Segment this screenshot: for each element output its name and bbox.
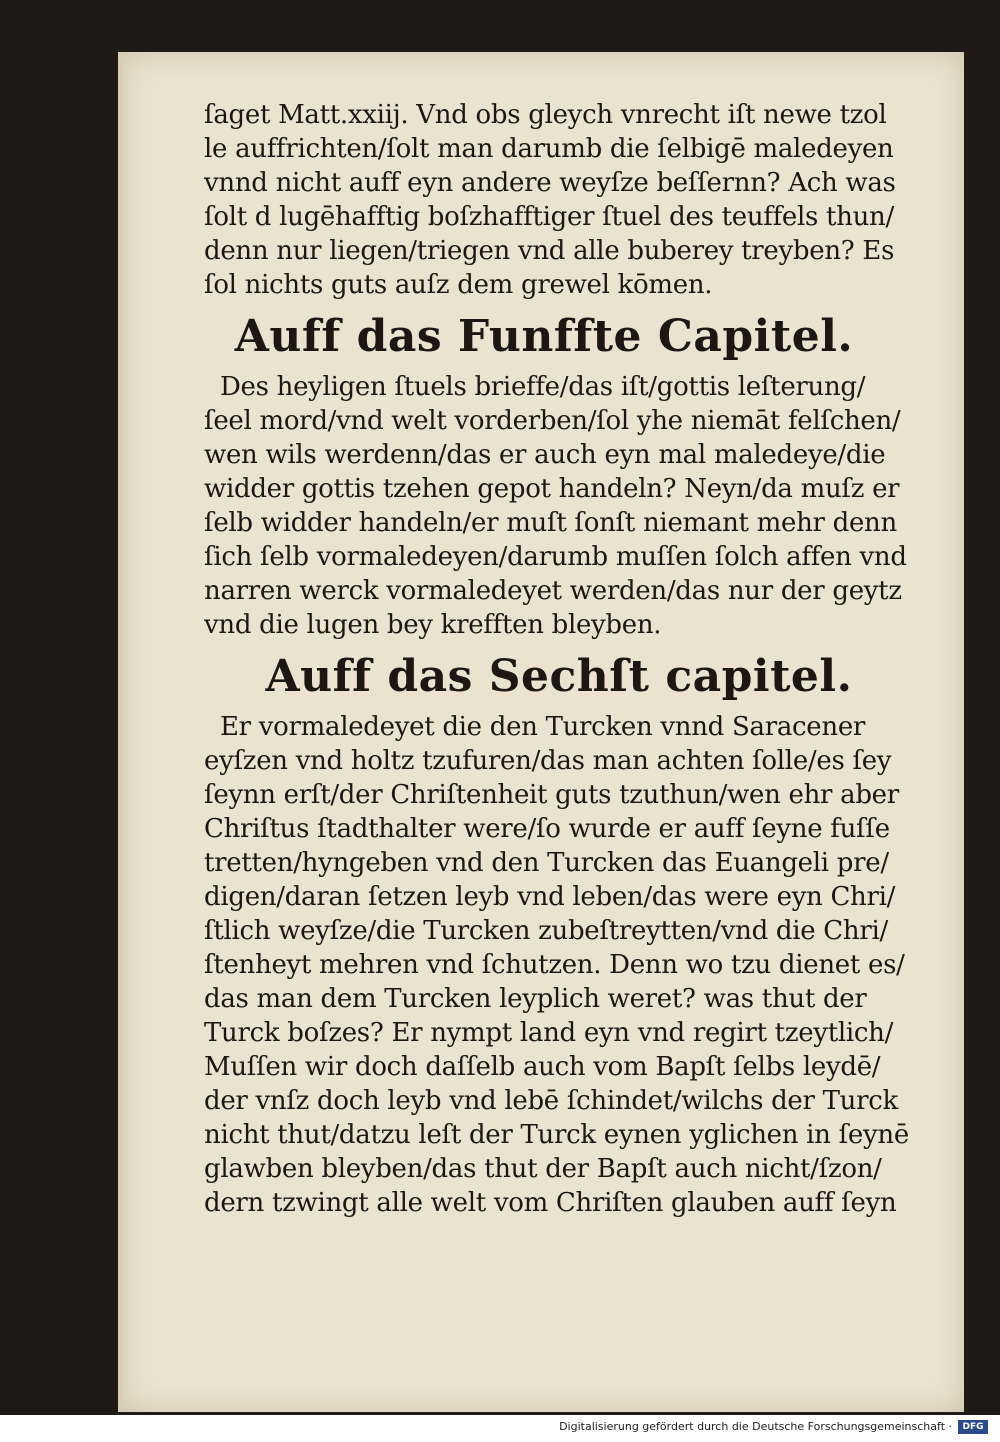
text-block bbox=[204, 98, 924, 1220]
text-line: vnd die lugen bey krefften bleyben. bbox=[204, 610, 662, 640]
document-page bbox=[118, 52, 964, 1412]
text-line: Chriſtus ſtadthalter were/ſo wurde er auff ſeyne fuſſe bbox=[204, 814, 890, 844]
paragraph-3 bbox=[204, 710, 924, 1220]
text-line: ſtlich weyſze/die Turcken zubeſtreytten/vnd die Chri/ bbox=[204, 916, 888, 946]
funding-credit: Digitalisierung gefördert durch die Deutsche Forschungsgemeinschaft · bbox=[559, 1420, 952, 1433]
text-line: Er vormaledeyet die den Turcken vnnd Saracener bbox=[220, 712, 866, 742]
text-line: nicht thut/datzu leſt der Turck eynen yglichen in ſeynē bbox=[204, 1120, 909, 1150]
text-line: denn nur liegen/triegen vnd alle buberey treyben? Es bbox=[204, 236, 895, 266]
paragraph-2 bbox=[204, 370, 924, 642]
text-line: ſaget Matt.xxiij. Vnd obs gleych vnrecht iſt newe tzol bbox=[204, 100, 887, 130]
text-line: Des heyligen ſtuels brieffe/das iſt/gottis leſterung/ bbox=[220, 372, 866, 402]
chapter-heading-5: Auff das Funffte Capitel. bbox=[234, 311, 854, 362]
text-line: eyſzen vnd holtz tzufuren/das man achten ſolle/es ſey bbox=[204, 746, 892, 776]
text-line: glawben bleyben/das thut der Bapſt auch nicht/ſzon/ bbox=[204, 1154, 882, 1184]
text-line: ſelb widder handeln/er muſt ſonſt niemant mehr denn bbox=[204, 508, 897, 538]
paragraph-1 bbox=[204, 98, 924, 302]
text-line: der vnſz doch leyb vnd lebē ſchindet/wilchs der Turck bbox=[204, 1086, 898, 1116]
text-line: narren werck vormaledeyet werden/das nur der geytz bbox=[204, 576, 902, 606]
text-line: ſeynn erſt/der Chriſtenheit guts tzuthun/wen ehr aber bbox=[204, 780, 899, 810]
text-line: ſeel mord/vnd welt vorderben/ſol yhe niemāt felſchen/ bbox=[204, 406, 901, 436]
text-line: wen wils werdenn/das er auch eyn mal maledeye/die bbox=[204, 440, 886, 470]
text-line: ſtenheyt mehren vnd ſchutzen. Denn wo tzu dienet es/ bbox=[204, 950, 905, 980]
text-line: Muſſen wir doch daſſelb auch vom Bapſt ſelbs leydē/ bbox=[204, 1052, 881, 1082]
chapter-heading-6: Auff das Sechſt capitel. bbox=[265, 651, 853, 702]
text-line: ſich ſelb vormaledeyen/darumb muſſen ſolch affen vnd bbox=[204, 542, 907, 572]
text-line: vnnd nicht auff eyn andere weyſze beſſernn? Ach was bbox=[204, 168, 896, 198]
text-line: das man dem Turcken leyplich weret? was thut der bbox=[204, 984, 867, 1014]
text-line: le auffrichten/ſolt man darumb die ſelbigē maledeyen bbox=[204, 134, 894, 164]
text-line: ſol nichts guts auſz dem grewel kōmen. bbox=[204, 270, 713, 300]
footer-bar bbox=[0, 1415, 1000, 1442]
text-line: widder gottis tzehen gepot handeln? Neyn/da muſz er bbox=[204, 474, 900, 504]
text-line: digen/daran ſetzen leyb vnd leben/das were eyn Chri/ bbox=[204, 882, 896, 912]
text-line: tretten/hyngeben vnd den Turcken das Euangeli pre/ bbox=[204, 848, 889, 878]
dfg-logo-icon: DFG bbox=[958, 1420, 988, 1434]
text-line: ſolt d lugēhafftig boſzhafftiger ſtuel des teuffels thun/ bbox=[204, 202, 894, 232]
text-line: dern tzwingt alle welt vom Chriſten glauben auff ſeyn bbox=[204, 1188, 897, 1218]
text-line: Turck boſzes? Er nympt land eyn vnd regirt tzeytlich/ bbox=[204, 1018, 894, 1048]
